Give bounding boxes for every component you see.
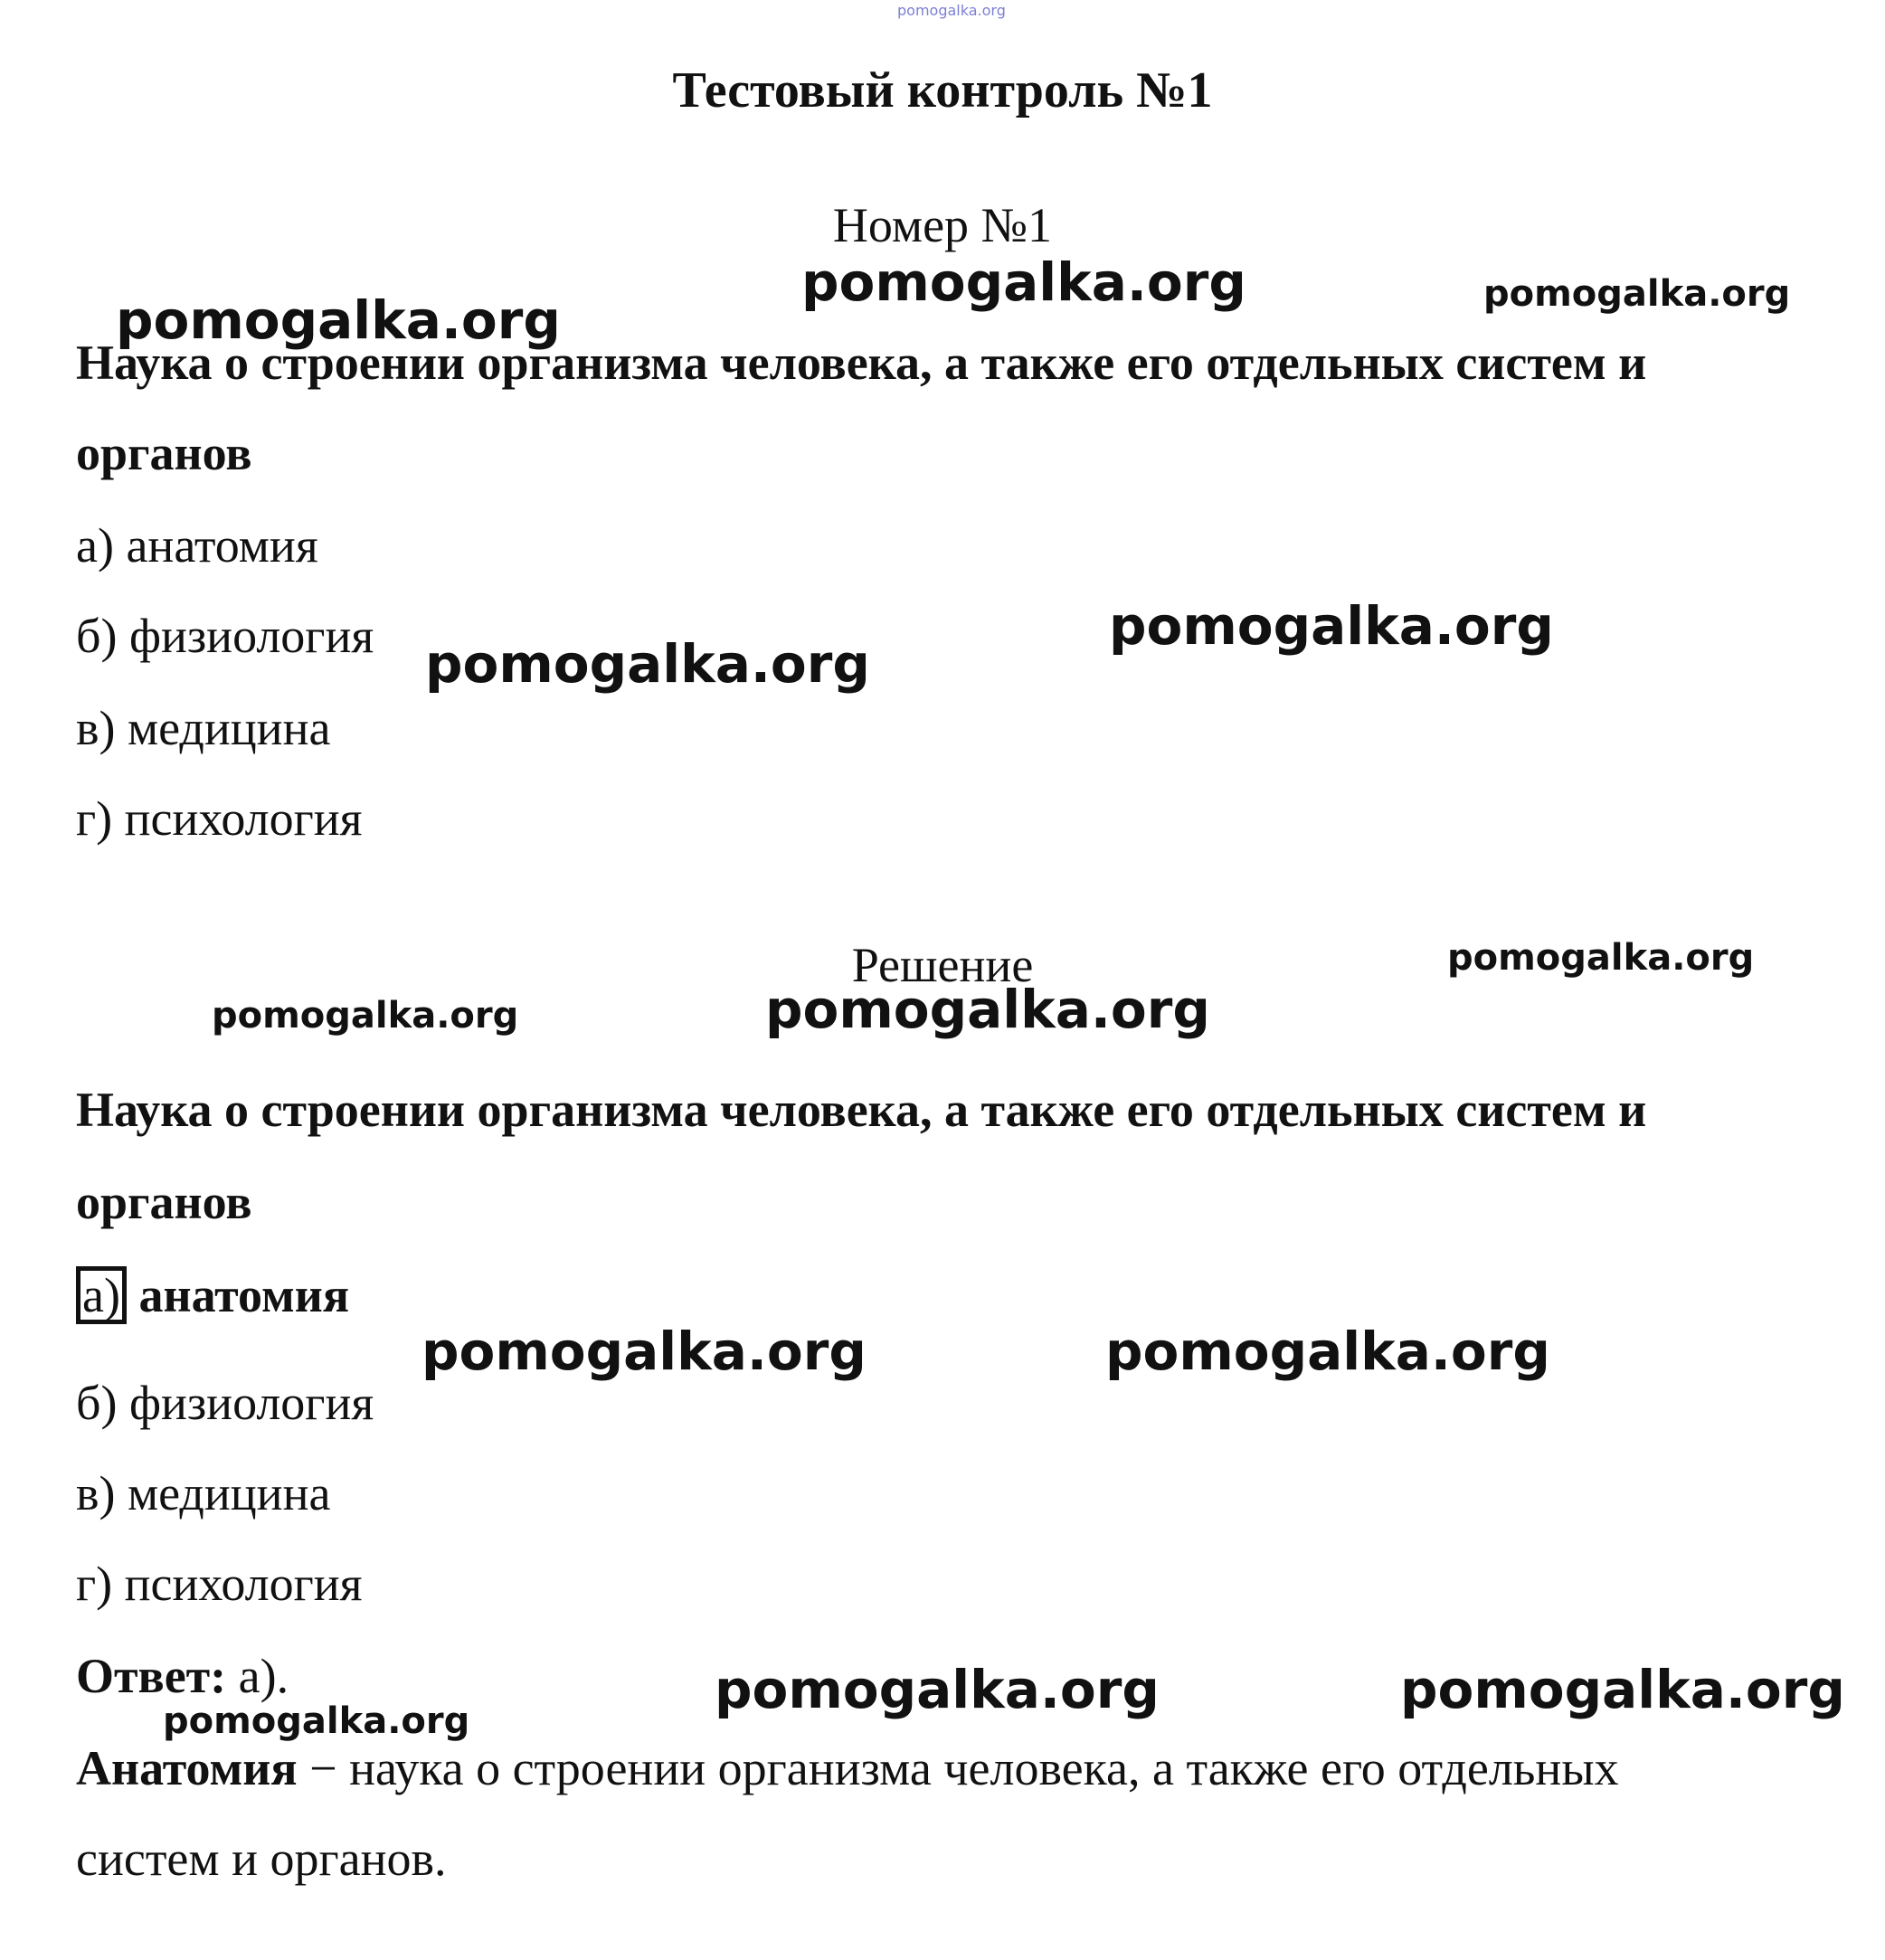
solution-option-d: г) психология: [76, 1557, 363, 1611]
watermark: pomogalka.org: [116, 289, 561, 351]
question-option-b: б) физиология: [76, 609, 374, 663]
question-option-d: г) психология: [76, 791, 363, 846]
solution-option-a: [76, 1266, 349, 1324]
number-heading: Номер №1: [832, 198, 1053, 252]
watermark: pomogalka.org: [1109, 595, 1554, 657]
solution-line-2: органов: [76, 1175, 252, 1229]
watermark-top-small: pomogalka.org: [897, 2, 1006, 19]
answer-line: [76, 1648, 289, 1704]
selected-marker-box: а): [76, 1266, 127, 1324]
solution-line-1: Наука о строении организма человека, а также его отдельных систем и: [76, 1083, 1647, 1137]
watermark: pomogalka.org: [801, 251, 1246, 313]
watermark: pomogalka.org: [212, 995, 519, 1037]
answer-label: Ответ:: [76, 1649, 227, 1703]
watermark: pomogalka.org: [1447, 937, 1755, 979]
watermark: pomogalka.org: [425, 633, 870, 695]
watermark: pomogalka.org: [422, 1321, 867, 1382]
solution-heading: Решение: [851, 938, 1034, 992]
watermark: pomogalka.org: [715, 1659, 1160, 1720]
solution-option-c: в) медицина: [76, 1466, 331, 1520]
page-title: Тестовый контроль №1: [672, 62, 1213, 118]
watermark: pomogalka.org: [1400, 1659, 1845, 1720]
watermark: pomogalka.org: [1105, 1321, 1550, 1382]
question-option-a: а) анатомия: [76, 518, 318, 573]
selected-option-text: анатомия: [138, 1268, 350, 1322]
explanation-line-2: систем и органов.: [76, 1832, 447, 1886]
explanation-line-1: [76, 1740, 1619, 1796]
solution-option-b: б) физиология: [76, 1376, 374, 1430]
explanation-term: Анатомия: [76, 1741, 298, 1795]
explanation-text: − наука о строении организма человека, а также его отдельных: [297, 1741, 1619, 1795]
question-line-2: органов: [76, 426, 252, 480]
watermark: pomogalka.org: [1483, 273, 1791, 315]
watermark: pomogalka.org: [765, 979, 1210, 1040]
question-line-1: Наука о строении организма человека, а также его отдельных систем и: [76, 336, 1647, 390]
watermark: pomogalka.org: [163, 1700, 470, 1742]
question-option-c: в) медицина: [76, 701, 331, 755]
answer-value: а).: [238, 1649, 289, 1703]
